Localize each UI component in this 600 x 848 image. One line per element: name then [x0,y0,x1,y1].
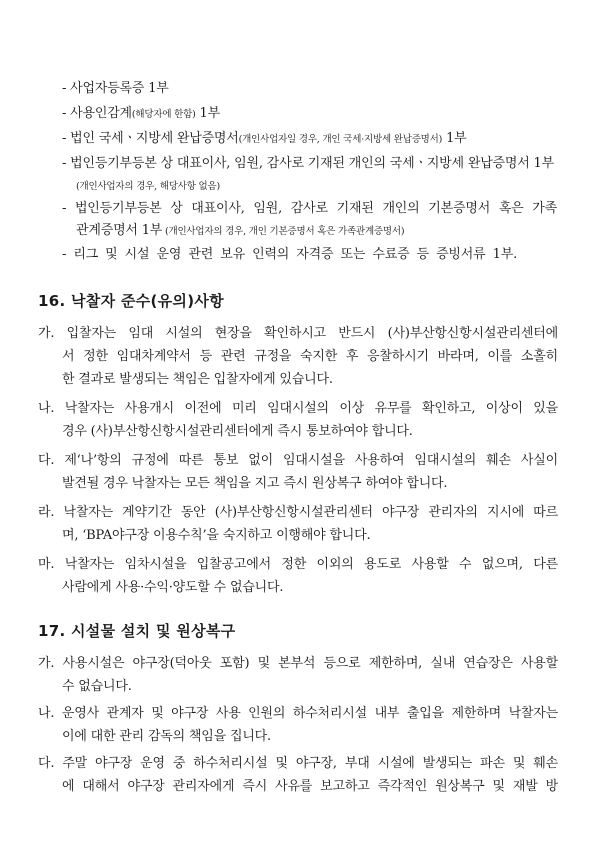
doc-item-count: 1부 [195,106,220,121]
doc-item-note: (해당자에 한함) [131,109,196,120]
section-17-item-na: 나. 운영사 관계자 및 야구장 사용 인원의 하수처리시설 내부 출입을 제한하며 낙찰자는 [38,706,558,721]
doc-item-tax-certificate [62,130,467,149]
section-16-item-ga: 가. 입찰자는 임대 시설의 현장을 확인하시고 반드시 (사)부산항신항시설관리센터에 [38,326,558,341]
section-16-item-ga-line2: 서 정한 임대차계약서 등 관련 규정을 숙지한 후 응찰하시기 바라며, 이를 소홀히 [62,349,558,364]
section-16-item-ma: 마. 낙찰자는 임차시설을 입찰공고에서 정한 이외의 용도로 사용할 수 없으며, 다른 [38,557,558,572]
doc-item-note: (개인사업자의 경우, 개인 기본증명서 혹은 가족관계증명서) [162,226,405,237]
section-17-item-ga-line2: 수 없습니다. [62,679,132,694]
doc-item-text: - 사업자등록증 1부 [62,81,169,96]
doc-item-family-certificate-line2 [76,222,404,241]
doc-item-business-registration [62,80,169,98]
section-17-item-da: 다. 주말 야구장 운영 중 하수처리시설 및 야구장, 부대 시설에 발생되는 파손 및 훼손 [38,756,558,771]
doc-item-count: 1부 [442,131,467,146]
section-16-item-ra: 라. 낙찰자는 계약기간 동안 (사)부산항신항시설관리센터 야구장 관리자의 지시에 따르 [38,505,558,520]
doc-item-text: - 사용인감계 [62,106,132,121]
doc-item-note: (개인사업자의 경우, 해당사항 없음) [76,181,220,192]
section-17-item-na-line2: 이에 대한 관리 감독의 책임을 집니다. [62,729,271,744]
doc-item-note: (개인사업자일 경우, 개인 국세·지방세 완납증명서) [238,134,443,145]
section-17-item-da-line2: 에 대해서 야구장 관리자에게 즉시 사유를 보고하고 즉각적인 원상복구 및 재발 방 [62,779,558,794]
doc-item-text: 관계증명서 1부 [76,223,163,238]
section-16-item-na-line2: 경우 (사)부산항신항시설관리센터에게 즉시 통보하여야 합니다. [62,424,413,439]
doc-item-qualification-certificate: - 리그 및 시설 운영 관련 보유 인력의 자격증 또는 수료증 등 증빙서류 1부. [62,247,517,262]
doc-item-family-certificate: - 법인등기부등본 상 대표이사, 임원, 감사로 기재된 개인의 기본증명서 혹은 가족 [62,201,557,216]
section-17-heading: 17. 시설물 설치 및 원상복구 [38,622,236,640]
doc-item-seal-certificate [62,105,220,124]
section-16-item-ra-line2: 며, ‘BPA야구장 이용수칙’을 숙지하고 이행해야 합니다. [62,528,371,543]
section-16-item-da: 다. 제‘나’항의 규정에 따른 통보 없이 임대시설을 사용하여 임대시설의 훼손 사실이 [38,453,558,468]
section-16-item-da-line2: 발견될 경우 낙찰자는 모든 책임을 지고 즉시 원상복구 하여야 합니다. [62,476,448,491]
section-16-heading: 16. 낙찰자 준수(유의)사항 [38,292,224,310]
doc-item-text: - 법인 국세ㆍ지방세 완납증명서 [62,131,239,146]
section-16-item-ga-line3: 한 결과로 발생되는 책임은 입찰자에게 있습니다. [62,372,333,387]
doc-item-text: - 법인등기부등본 상 대표이사, 임원, 감사로 기재된 개인의 국세ㆍ지방세 완납증명서 1부 [62,156,554,171]
section-16-item-ma-line2: 사람에게 사용·수익·양도할 수 없습니다. [62,580,284,595]
section-17-item-ga: 가. 사용시설은 야구장(덕아웃 포함) 및 본부석 등으로 제한하며, 실내 연습장은 사용할 [38,656,558,671]
section-16-item-na: 나. 낙찰자는 사용개시 이전에 미리 임대시설의 이상 유무를 확인하고, 이상이 있을 [38,401,558,416]
doc-item-executive-tax-certificate [62,155,554,173]
